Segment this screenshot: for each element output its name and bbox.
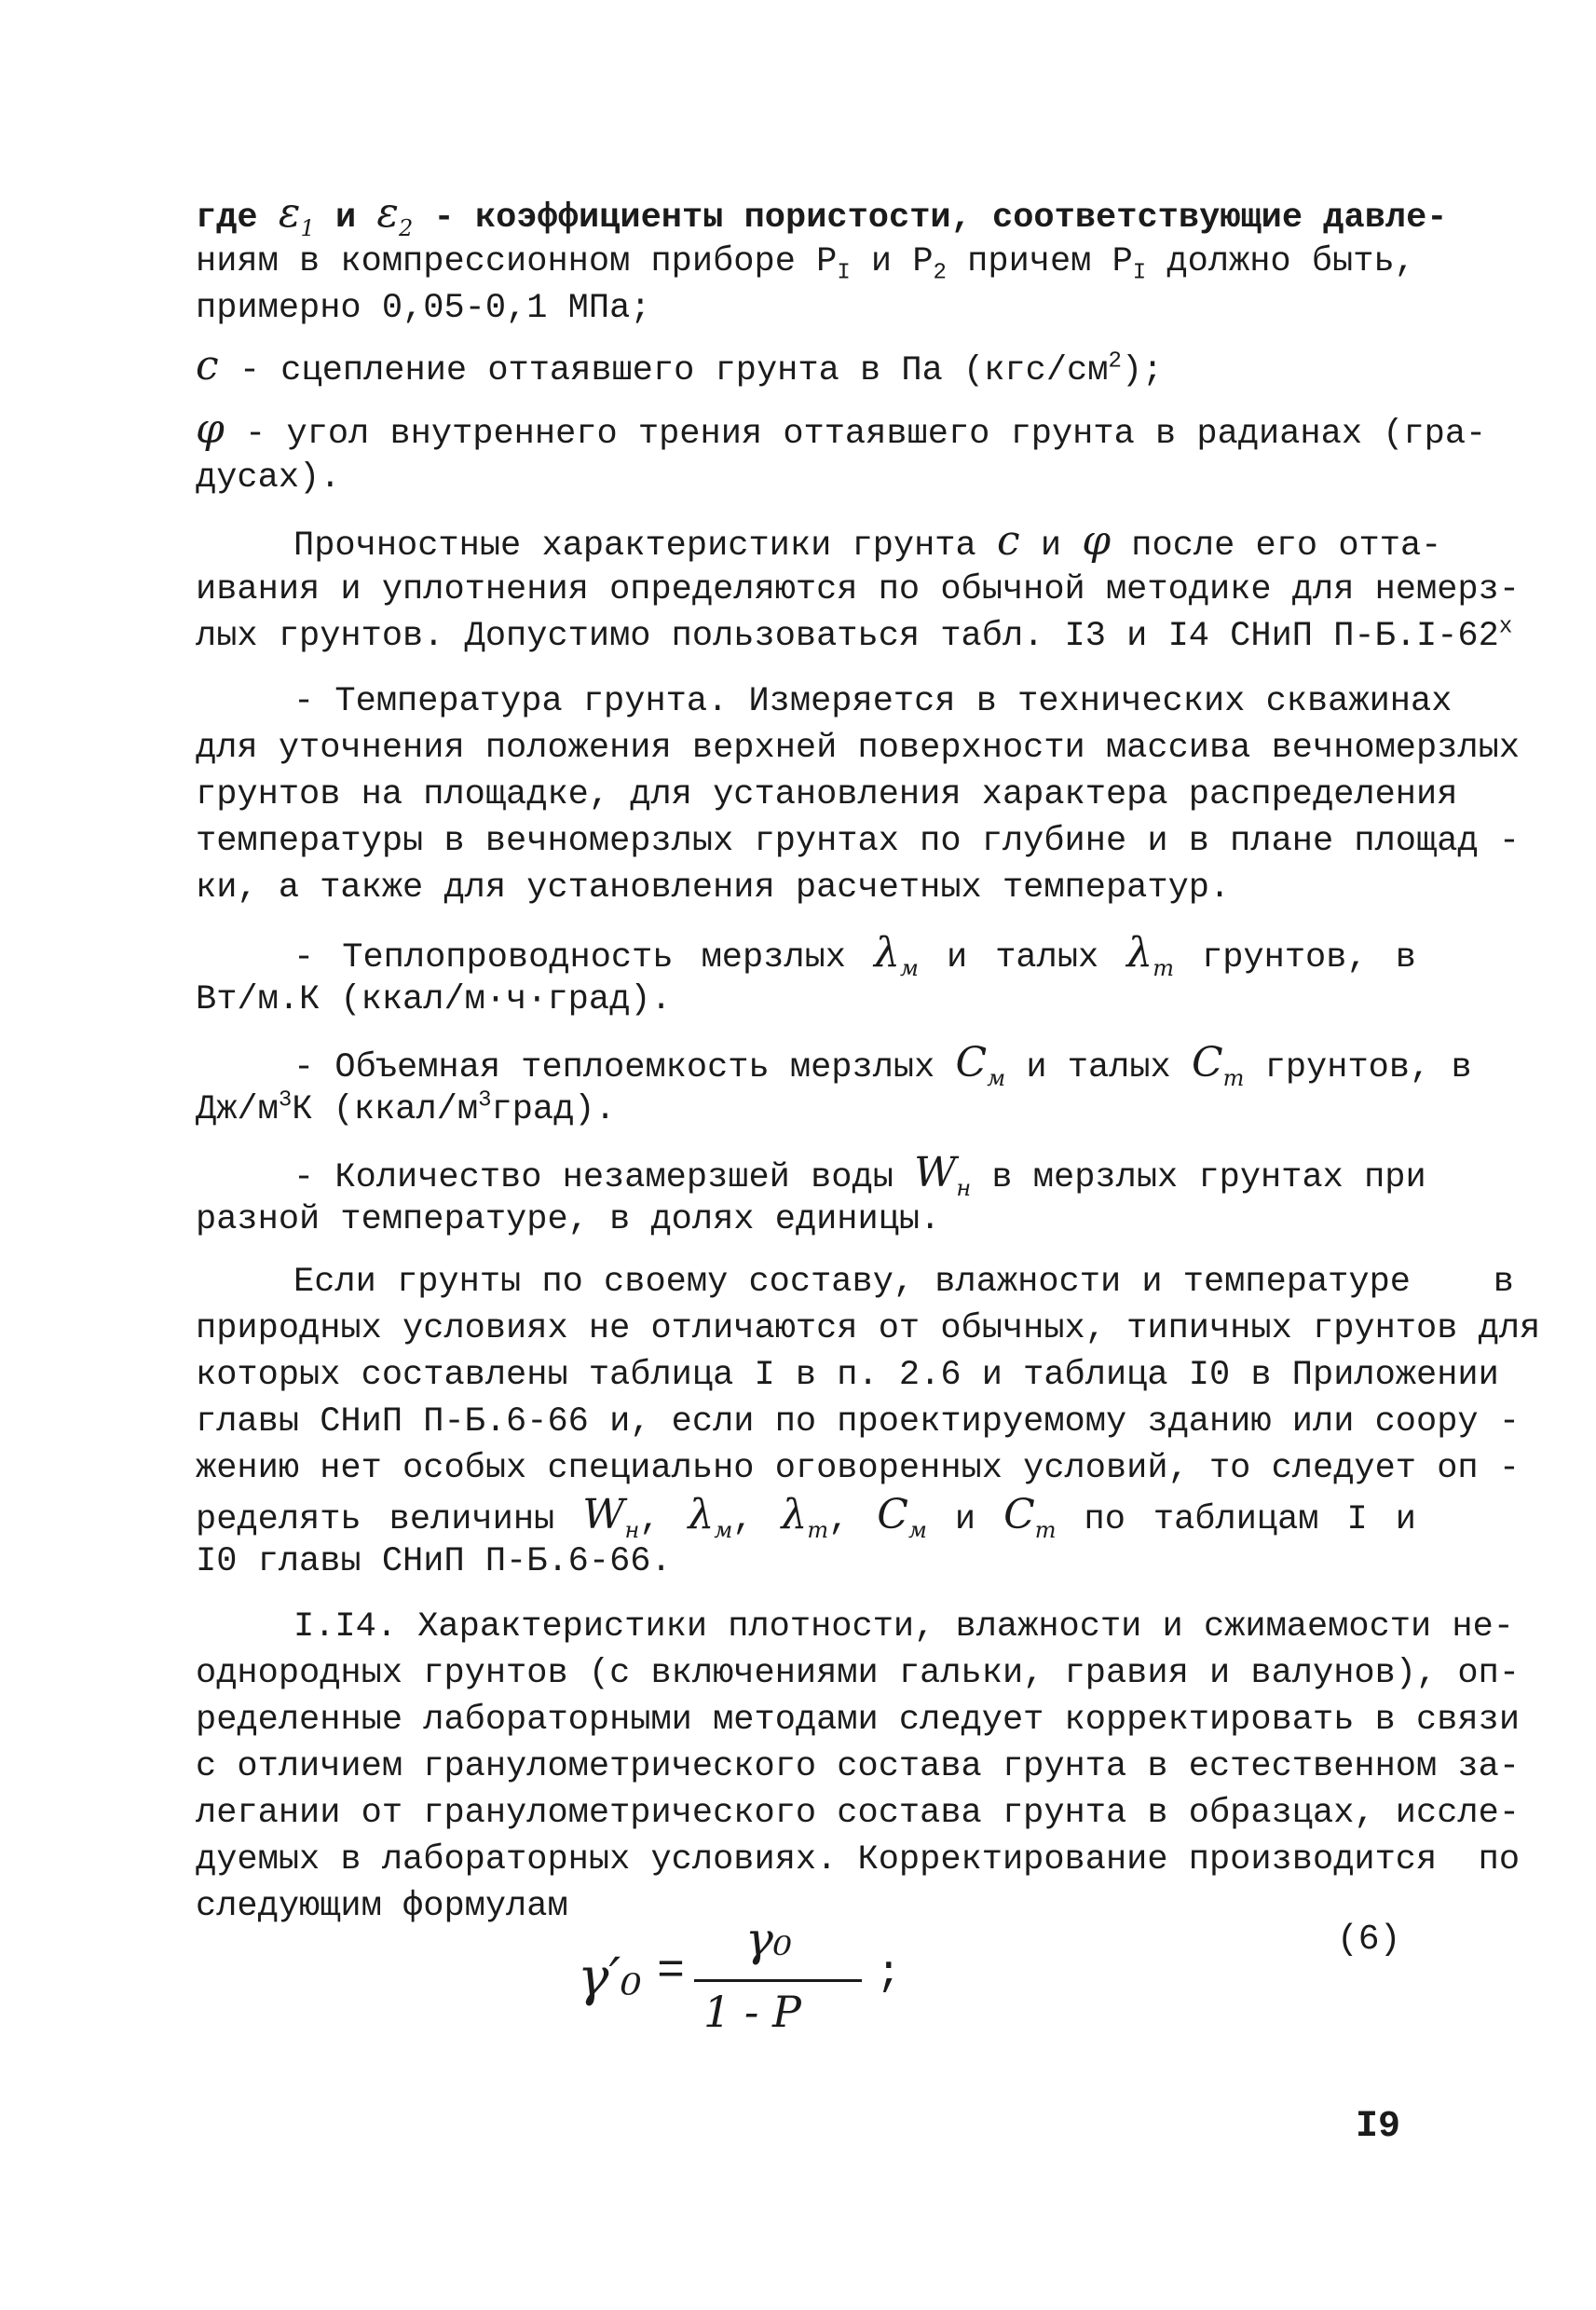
line-p7-1: Если грунты по своему составу, влажности и температуре в <box>293 1263 1515 1302</box>
line-p8-6: дуемых в лабораторных условиях. Корректирование производится по <box>196 1840 1521 1879</box>
line-p6-2: разной температуре, в долях единицы. <box>196 1200 941 1239</box>
symbol-phi-2: φ <box>1082 517 1112 565</box>
line-p8-2: однородных грунтов (с включениями гальки, гравия и валунов), оп- <box>196 1654 1521 1693</box>
symbol-lambda-m-2: $\lambda_м$ <box>688 1491 733 1543</box>
line-p3-3: грунтов на площадке, для установления характера распределения <box>196 775 1458 814</box>
line-p2-2: ивания и уплотнения определяются по обычной методике для немерз- <box>196 570 1521 609</box>
line-p3-4: температуры в вечномерзлых грунтах по глубине и в плане площад - <box>196 822 1521 861</box>
symbol-w-n-2: $W_н$ <box>582 1491 640 1543</box>
line-p7-3: которых составлены таблица I в п. 2.6 и таблица I0 в Приложении <box>196 1356 1499 1395</box>
line-p7-6: ределять величины $W_н$, $\lambda_м$, $\lambda_т$, $C_м$ и $C_т$ по таблицам I и <box>196 1491 1416 1543</box>
equation-number: (6) <box>1337 1920 1401 1960</box>
line-p7-5: жению нет особых специально оговоренных условий, то следует оп - <box>196 1449 1521 1488</box>
line-p6-1: - Количество незамерзшей воды $W_н$ в мерзлых грунтах при <box>293 1149 1426 1201</box>
line-p4-1: - Теплопроводность мерзлых $\lambda_м$ и талых $\lambda_т$ грунтов, в <box>293 929 1416 981</box>
line-cohesion: c - сцепление оттаявшего грунта в Па $(кгс/см^2)$; <box>196 342 1164 390</box>
symbol-c-m: $C_м$ <box>955 1039 1006 1091</box>
formula-lhs: γ′₀ <box>578 1948 642 2008</box>
formula-denominator: 1 - P <box>703 1987 802 2037</box>
symbol-lambda-t: $\lambda_т$ <box>1126 929 1174 981</box>
line-p8-3: ределенные лабораторными методами следует корректировать в связи <box>196 1701 1521 1740</box>
line-friction-1: φ - угол внутреннего трения оттаявшего грунта в радианах (гра- <box>196 405 1487 454</box>
symbol-c-2: c <box>996 517 1020 565</box>
formula-numerator: γ₀ <box>745 1912 792 1966</box>
formula-6 <box>578 1910 969 2050</box>
line-p7-7: I0 главы СНиП П-Б.6-66. <box>196 1542 672 1581</box>
symbol-c-t: $C_т$ <box>1191 1039 1245 1091</box>
symbol-w-n: $W_н$ <box>914 1149 972 1201</box>
formula-equals: = <box>657 1946 686 1999</box>
line-p3-2: для уточнения положения верхней поверхности массива вечномерзлых <box>196 729 1521 768</box>
line-p3-5: ки, а также для установления расчетных температур. <box>196 868 1231 908</box>
line-p8-4: с отличием гранулометрического состава грунта в естественном за- <box>196 1747 1521 1786</box>
line-p8-5: легании от гранулометрического состава грунта в образцах, иссле- <box>196 1794 1521 1833</box>
line-p3-1: - Температура грунта. Измеряется в технических скважинах <box>293 682 1453 721</box>
line-p7-2: природных условиях не отличаются от обычных, типичных грунтов для <box>196 1309 1541 1348</box>
formula-fraction-bar <box>694 1979 862 1982</box>
page-number: I9 <box>1356 2106 1401 2148</box>
symbol-epsilon-1: $\varepsilon_1$ <box>278 189 315 241</box>
line-friction-2: дусах). <box>196 458 341 498</box>
line-p8-7: следующим формулам <box>196 1887 568 1926</box>
symbol-c-m-2: $C_м$ <box>877 1491 927 1543</box>
symbol-epsilon-2: $\varepsilon_2$ <box>376 189 414 241</box>
symbol-c-t-2: $C_т$ <box>1003 1491 1057 1543</box>
symbol-lambda-t-2: $\lambda_т$ <box>781 1491 829 1543</box>
formula-semicolon: ; <box>876 1949 902 1998</box>
line-p5-1: - Объемная теплоемкость мерзлых $C_м$ и талых $C_т$ грунтов, в <box>293 1039 1472 1091</box>
symbol-phi: φ <box>196 405 225 453</box>
line-p1-1: где $\varepsilon_1$ и $\varepsilon_2$ - коэффициенты пористости, соответствующие давле- <box>196 189 1448 241</box>
line-p5-2: $Дж/м^3К$ $(ккал/м^3град)$. <box>196 1087 616 1129</box>
line-p2-1: Прочностные характеристики грунта c и φ после его отта- <box>293 517 1442 566</box>
line-p2-3: лых грунтов. Допустимо пользоваться табл. I3 и I4 СНиП П-Б.I-62$^x$ <box>196 614 1513 656</box>
symbol-lambda-m: $\lambda_м$ <box>874 929 919 981</box>
line-p4-2: Вт/м.К (ккал/м·ч·град). <box>196 980 672 1019</box>
symbol-c: c <box>196 342 219 390</box>
line-p7-4: главы СНиП П-Б.6-66 и, если по проектируемому зданию или соору - <box>196 1402 1521 1442</box>
line-p8-1: I.I4. Характеристики плотности, влажности и сжимаемости не- <box>293 1607 1515 1647</box>
line-p1-3: примерно 0,05-0,1 МПа; <box>196 289 651 328</box>
line-p1-2: ниям в компрессионном приборе $P_I$ и $P_2$ причем $P_I$ должно быть, <box>196 242 1415 286</box>
